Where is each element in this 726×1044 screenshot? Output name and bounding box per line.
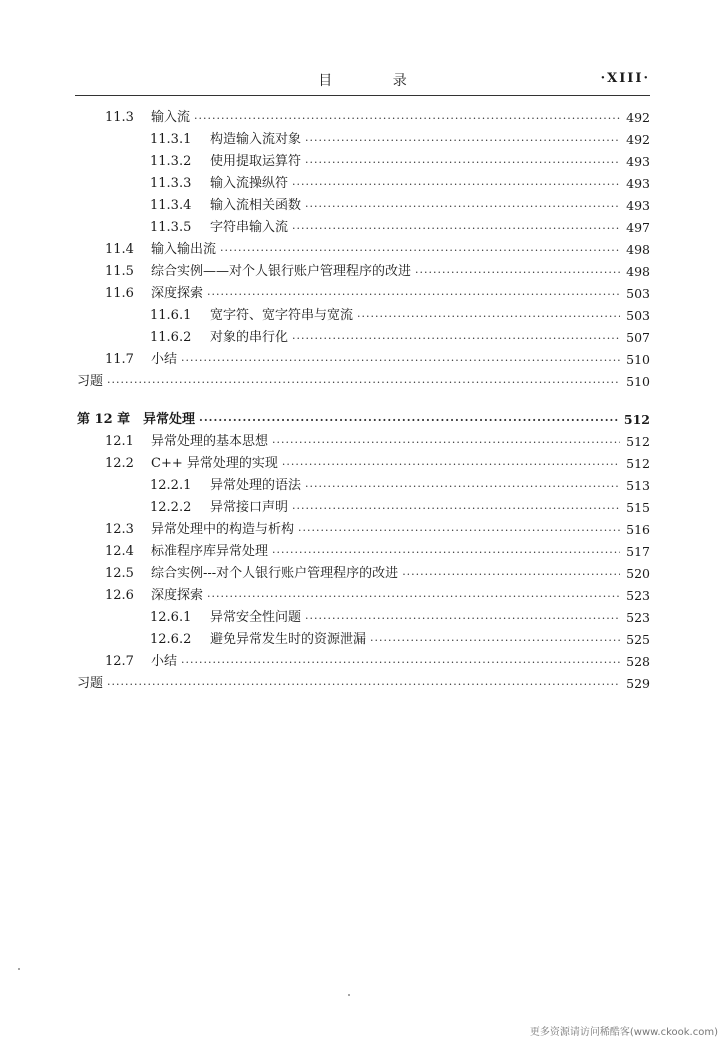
dot-leader [305, 480, 620, 493]
toc-entry [75, 213, 650, 235]
dot-leader [292, 178, 620, 191]
entry-page: 510 [626, 374, 650, 389]
toc-entry [75, 323, 650, 345]
toc-entry [75, 537, 650, 559]
dot-leader [292, 332, 620, 345]
footer-watermark: 更多资源请访问稀酷客(www.ckook.com) [529, 1027, 718, 1038]
entry-title: 小结 [151, 654, 178, 669]
entry-number: 11.6.2 [150, 330, 192, 345]
chapter-title: 异常处理 [143, 412, 196, 427]
entry-number: 11.3.5 [150, 220, 192, 235]
dot-leader [282, 458, 620, 471]
entry-page: 493 [626, 198, 650, 213]
entry-number: 12.6.1 [150, 610, 192, 625]
dot-leader [107, 376, 620, 389]
entry-page: 516 [626, 522, 650, 537]
entry-page: 513 [626, 478, 650, 493]
entry-number: 12.5 [105, 566, 134, 581]
entry-number: 11.4 [105, 242, 134, 257]
page-title: 目 录 [318, 73, 435, 89]
dot-leader [272, 436, 620, 449]
entry-page: 525 [626, 632, 650, 647]
entry-number: 12.3 [105, 522, 134, 537]
dot-leader [305, 156, 620, 169]
toc-entry [75, 345, 650, 367]
toc-entry [75, 603, 650, 625]
toc-entry [75, 191, 650, 213]
entry-page: 512 [626, 434, 650, 449]
dot-leader [272, 546, 620, 559]
entry-page: 510 [626, 352, 650, 367]
dot-leader [194, 112, 620, 125]
entry-number: 12.6 [105, 588, 134, 603]
entry-title: 小结 [151, 352, 178, 367]
entry-number: 11.7 [105, 352, 134, 367]
dot-leader [292, 502, 620, 515]
toc-entry [75, 257, 650, 279]
entry-number: 11.5 [105, 264, 134, 279]
entry-title: 异常处理中的构造与析构 [151, 522, 295, 537]
entry-number: 11.3 [105, 110, 134, 125]
header-rule [75, 95, 650, 96]
entry-page: 492 [626, 110, 650, 125]
toc-entry [75, 427, 650, 449]
entry-title: 异常处理的基本思想 [151, 434, 269, 449]
entry-page: 498 [626, 242, 650, 257]
toc-section-12 [75, 427, 650, 691]
dot-leader [357, 310, 620, 323]
entry-number: 12.4 [105, 544, 134, 559]
dot-leader [181, 354, 620, 367]
entry-page: 507 [626, 330, 650, 345]
entry-page: 503 [626, 308, 650, 323]
toc-entry [75, 647, 650, 669]
entry-title: 输入流 [151, 110, 191, 125]
chapter-page: 512 [623, 412, 650, 427]
dot-leader [402, 568, 620, 581]
entry-title: 字符串输入流 [210, 220, 289, 235]
entry-title: 输入流相关函数 [210, 198, 302, 213]
page-number: ·XIII· [600, 71, 650, 86]
entry-page: 523 [626, 588, 650, 603]
entry-number: 12.6.2 [150, 632, 192, 647]
entry-page: 523 [626, 610, 650, 625]
toc-entry [75, 515, 650, 537]
toc-entry [75, 169, 650, 191]
entry-title: 对象的串行化 [210, 330, 289, 345]
toc-entry [75, 471, 650, 493]
entry-page: 492 [626, 132, 650, 147]
entry-title: 深度探索 [151, 286, 204, 301]
toc-entry [75, 147, 650, 169]
dot-leader [207, 590, 620, 603]
dot-leader [305, 612, 620, 625]
entry-title: 异常接口声明 [210, 500, 289, 515]
entry-number: 12.2.2 [150, 500, 192, 515]
entry-page: 529 [626, 676, 650, 691]
entry-title: C++ 异常处理的实现 [151, 456, 278, 471]
entry-number: 11.3.2 [150, 154, 192, 169]
entry-page: 498 [626, 264, 650, 279]
entry-title: 习题 [77, 374, 104, 389]
table-of-contents [75, 103, 650, 691]
entry-number: 12.1 [105, 434, 134, 449]
entry-page: 528 [626, 654, 650, 669]
scan-speck [348, 994, 350, 996]
toc-entry [75, 625, 650, 647]
entry-page: 497 [626, 220, 650, 235]
entry-page: 493 [626, 154, 650, 169]
entry-title: 避免异常发生时的资源泄漏 [210, 632, 367, 647]
dot-leader [181, 656, 620, 669]
dot-leader [305, 200, 620, 213]
section-gap [75, 389, 650, 405]
toc-entry [75, 449, 650, 471]
entry-number: 11.6.1 [150, 308, 192, 323]
page-header [75, 70, 650, 96]
entry-title: 深度探索 [151, 588, 204, 603]
entry-page: 493 [626, 176, 650, 191]
entry-title: 宽字符、宽字符串与宽流 [210, 308, 354, 323]
entry-number: 12.2.1 [150, 478, 192, 493]
entry-page: 515 [626, 500, 650, 515]
entry-title: 构造输入流对象 [210, 132, 302, 147]
dot-leader [220, 244, 620, 257]
entry-title: 标准程序库异常处理 [151, 544, 269, 559]
dot-leader [107, 678, 620, 691]
toc-entry [75, 235, 650, 257]
dot-leader [370, 634, 620, 647]
toc-entry [75, 279, 650, 301]
entry-title: 综合实例---对个人银行账户管理程序的改进 [151, 566, 399, 581]
entry-page: 512 [626, 456, 650, 471]
dot-leader [415, 266, 620, 279]
entry-title: 习题 [77, 676, 104, 691]
scan-speck [18, 968, 20, 970]
dot-leader [298, 524, 620, 537]
entry-page: 517 [626, 544, 650, 559]
entry-number: 11.3.4 [150, 198, 192, 213]
entry-title: 输入流操纵符 [210, 176, 289, 191]
entry-title: 综合实例——对个人银行账户管理程序的改进 [151, 264, 412, 279]
entry-title: 使用提取运算符 [210, 154, 302, 169]
dot-leader [292, 222, 620, 235]
entry-number: 12.7 [105, 654, 134, 669]
entry-number: 11.3.1 [150, 132, 192, 147]
toc-entry [75, 301, 650, 323]
entry-title: 输入输出流 [151, 242, 217, 257]
toc-entry [75, 559, 650, 581]
toc-entry [75, 125, 650, 147]
dot-leader [207, 288, 620, 301]
entry-page: 520 [626, 566, 650, 581]
toc-entry [75, 367, 650, 389]
toc-entry [75, 103, 650, 125]
toc-entry [75, 493, 650, 515]
toc-section-11 [75, 103, 650, 389]
entry-page: 503 [626, 286, 650, 301]
entry-number: 12.2 [105, 456, 134, 471]
toc-chapter-row [75, 405, 650, 427]
chapter-number: 第 12 章 [77, 412, 131, 427]
toc-entry [75, 669, 650, 691]
entry-title: 异常处理的语法 [210, 478, 302, 493]
toc-entry [75, 581, 650, 603]
dot-leader [199, 414, 620, 427]
dot-leader [305, 134, 620, 147]
entry-number: 11.6 [105, 286, 134, 301]
entry-number: 11.3.3 [150, 176, 192, 191]
entry-title: 异常安全性问题 [210, 610, 302, 625]
